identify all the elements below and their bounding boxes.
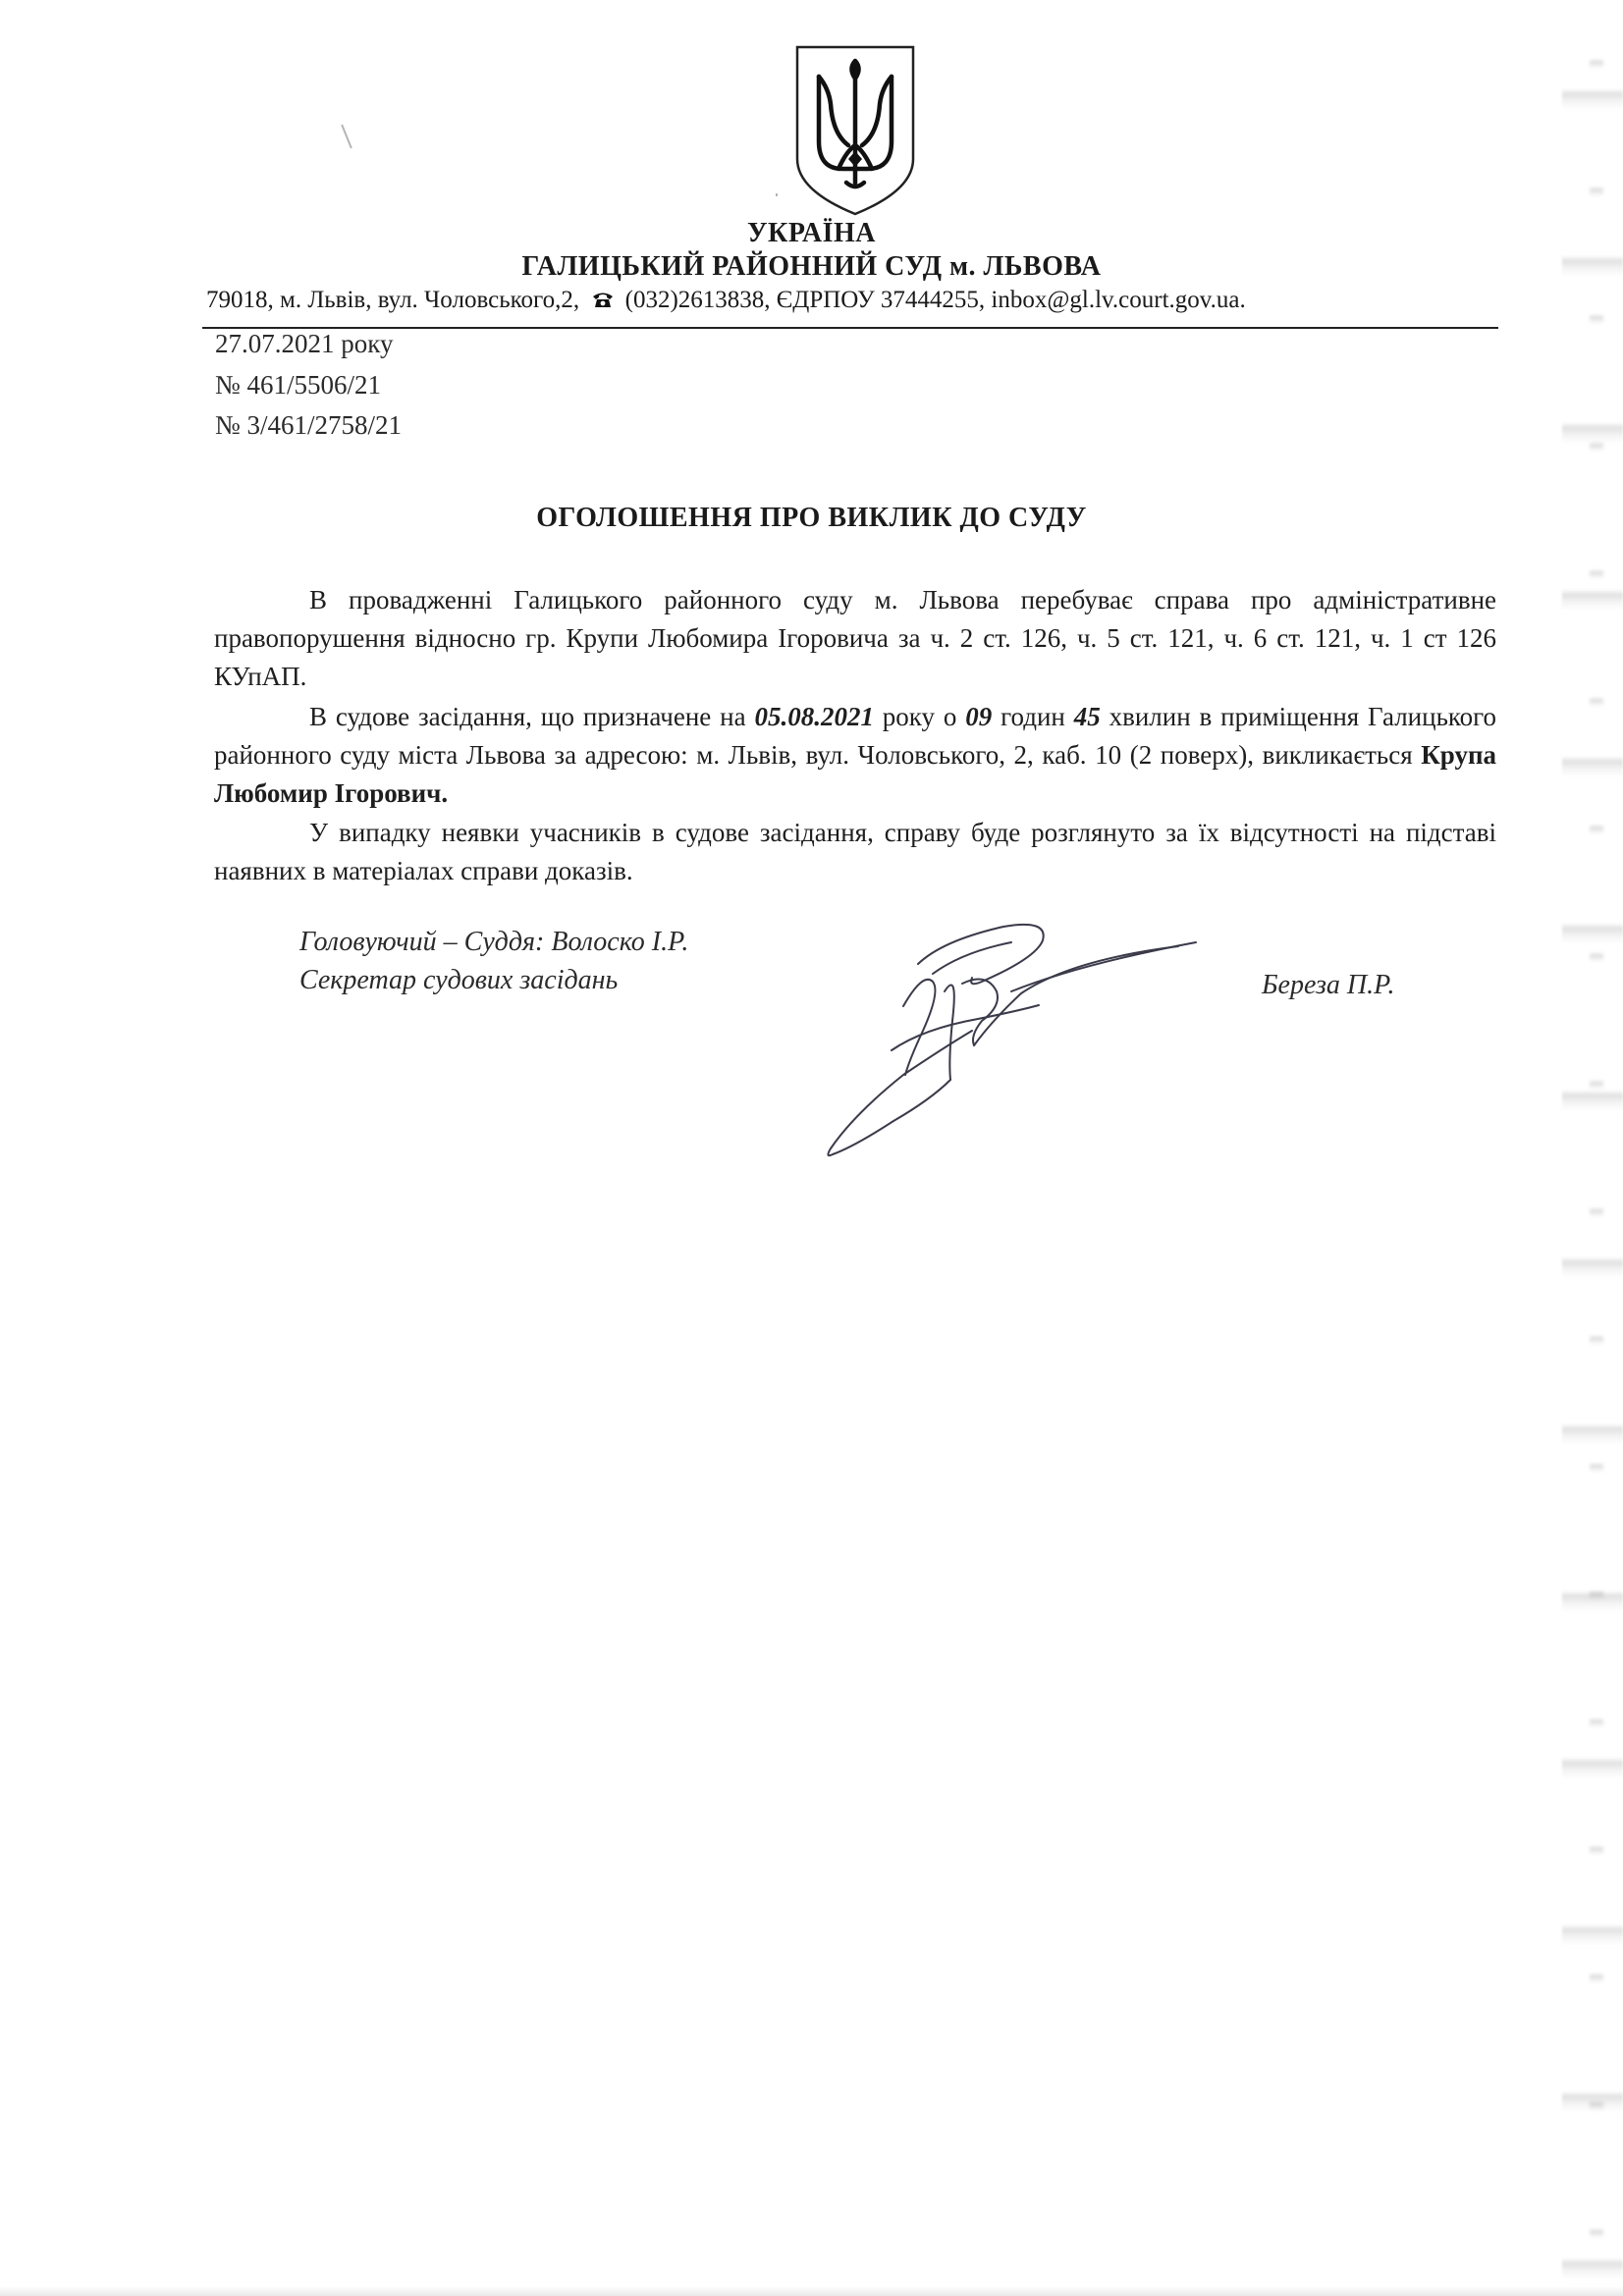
paragraph-case [214, 581, 1496, 696]
summons-suffix: хвилин в приміщення Галицького районного суду міста Львова за адресою: м. Львів, вул. Чоловського, 2, каб. 10 (2 поверх), викликається [214, 702, 1497, 770]
summons-mid2: годин [1001, 702, 1065, 731]
scan-bottom-edge [0, 2286, 1623, 2296]
document-date: 27.07.2021 року [215, 329, 394, 358]
court-address: 79018, м. Львів, вул. Чоловського,2, [206, 287, 580, 313]
secretary-title: Секретар судових засідань [299, 965, 619, 995]
court-email: inbox@gl.lv.court.gov.ua. [991, 287, 1246, 313]
scan-speck [341, 125, 352, 149]
paragraph-summons [214, 698, 1496, 813]
summons-prefix: В судове засідання, що призначене на [309, 702, 746, 731]
paragraph-summons-text [214, 698, 1496, 813]
summoned-person: Крупа Любомир Ігорович. [214, 740, 1497, 808]
handwritten-signature [785, 913, 1198, 1168]
case-number: № 461/5506/21 [215, 370, 382, 400]
hearing-date: 05.08.2021 [754, 702, 874, 731]
court-phone: (032)2613838, [624, 287, 771, 313]
judge-line: Головуючий – Суддя: Волоско І.Р. [299, 927, 689, 957]
paragraph-case-text: В провадженні Галицького районного суду м. Львова перебуває справа про адміністративне правопорушення відносно гр. Крупи Любомира Ігоровича за ч. 2 ст. 126, ч. 5 ст. 121, ч. 6 ст. 121, ч. 1 ст 126 КУпАП. [214, 585, 1496, 691]
summons-mid1: року о [882, 702, 957, 731]
proceeding-number: № 3/461/2758/21 [215, 410, 403, 440]
paragraph-absence-text: У випадку неявки учасників в судове засідання, справу буде розглянуто за їх відсутності на підставі наявних в матеріалах справи доказів. [214, 818, 1496, 885]
court-edrpou: ЄДРПОУ 37444255, [776, 287, 986, 313]
trident-coat-of-arms-icon [791, 43, 919, 218]
court-name-heading: ГАЛИЦЬКИЙ РАЙОННИЙ СУД м. ЛЬВОВА [521, 251, 1102, 282]
scan-speck [776, 193, 778, 196]
country-heading: УКРАЇНА [747, 218, 876, 248]
paragraph-absence [214, 814, 1496, 890]
document-title: ОГОЛОШЕННЯ ПРО ВИКЛИК ДО СУДУ [536, 503, 1087, 533]
telephone-icon [591, 291, 615, 308]
scan-edge-artifact-inner [1590, 0, 1603, 2296]
court-contacts-line [206, 287, 1473, 314]
secretary-name: Береза П.Р. [1262, 970, 1395, 1000]
hearing-minutes: 45 [1073, 702, 1101, 731]
header-divider [202, 327, 1498, 329]
hearing-hour: 09 [965, 702, 993, 731]
